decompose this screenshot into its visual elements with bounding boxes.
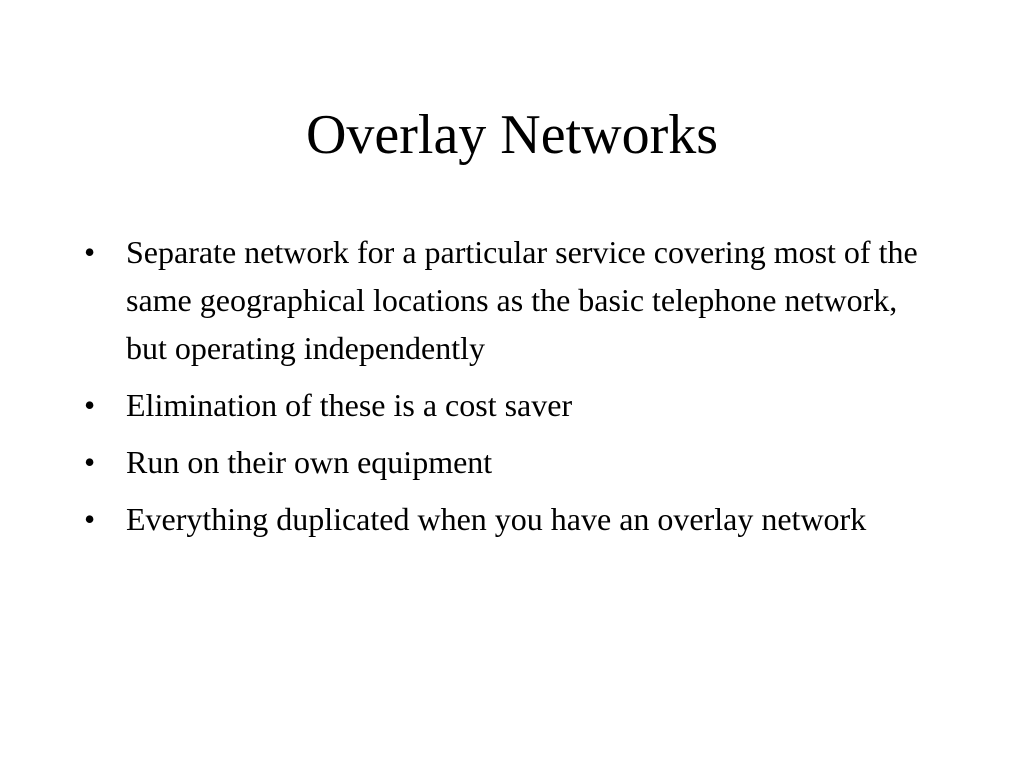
bullet-item-2 [84, 381, 944, 429]
bullet-marker: • [84, 387, 96, 423]
bullet-text: Elimination of these is a cost saver [126, 387, 573, 423]
bullet-item-1 [84, 228, 944, 372]
bullet-text: Run on their own equipment [126, 444, 493, 480]
bullet-item-3 [84, 438, 944, 486]
bullet-item-4 [84, 495, 944, 543]
bullet-text: Separate network for a particular service covering most of the same geographical locations as the basic telephone network, but operating independently [126, 234, 918, 366]
bullet-marker: • [84, 501, 96, 537]
bullet-list [84, 228, 944, 552]
bullet-marker: • [84, 444, 96, 480]
slide-title: Overlay Networks [305, 104, 719, 166]
bullet-text: Everything duplicated when you have an overlay network [126, 501, 867, 537]
bullet-marker: • [84, 234, 96, 270]
